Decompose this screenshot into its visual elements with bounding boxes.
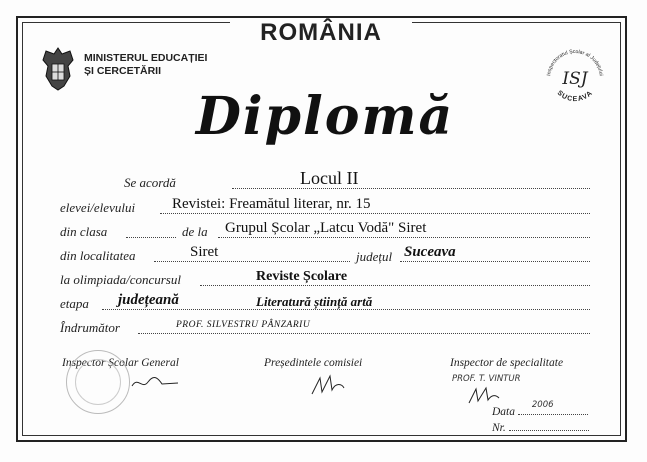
field-student-label: elevei/elevului (60, 200, 136, 215)
signature-inspector-general (130, 372, 180, 392)
dotted-line (160, 213, 590, 214)
nr-field (492, 420, 589, 434)
diploma-title: Diplomă (195, 86, 455, 147)
field-county-value: Suceava (404, 244, 456, 260)
country-title: ROMÂNIA (230, 18, 412, 48)
field-locality-value: Siret (190, 244, 219, 260)
field-contest-label: la olimpiada/concursul (60, 272, 181, 287)
field-student-value: Revistei: Freamătul literar, nr. 15 (172, 196, 371, 212)
field-coordinator-label: Îndrumător (60, 320, 120, 335)
svg-text:SUCEAVA (556, 89, 595, 103)
field-locality (60, 244, 600, 264)
isj-bottom-text: SUCEAVA (555, 89, 595, 104)
dotted-line (218, 237, 590, 238)
ministry-line-2: ȘI CERCETĂRII (84, 65, 162, 77)
dotted-line (509, 420, 589, 431)
dotted-line (232, 188, 590, 189)
field-locality-label: din localitatea (60, 248, 136, 263)
field-award-label: Se acordă (124, 175, 176, 190)
field-student (60, 196, 600, 216)
nr-label: Nr. (492, 422, 506, 434)
date-field (492, 400, 588, 418)
sig-commission-title: Președintele comisiei (264, 357, 363, 369)
field-award (60, 168, 600, 192)
dotted-line (400, 261, 590, 262)
field-school (60, 220, 600, 240)
official-stamp (66, 350, 130, 414)
field-school-value: Grupul Școlar „Latcu Vodă" Siret (225, 220, 427, 236)
romania-crest-icon (40, 46, 76, 92)
field-county-label: județul (356, 249, 393, 264)
ministry-name (84, 52, 207, 78)
dotted-line (138, 333, 590, 334)
isj-monogram: ISJ (562, 69, 588, 89)
signature-commission (308, 372, 348, 400)
field-stage-label: etapa (60, 296, 89, 311)
field-stage-value: județeană (118, 292, 179, 308)
field-stage (60, 292, 600, 312)
field-contest-value: Reviste Școlare (256, 269, 348, 284)
dotted-line (154, 261, 350, 262)
field-coordinator-value: PROF. SILVESTRU PÂNZARIU (176, 320, 311, 330)
date-value: 2006 (531, 400, 554, 410)
dotted-line (518, 400, 588, 415)
dotted-line (200, 285, 590, 286)
ministry-line-1: MINISTERUL EDUCAȚIEI (84, 52, 208, 64)
date-label: Data (492, 406, 515, 418)
dotted-line (126, 237, 176, 238)
field-award-value: Locul II (300, 168, 359, 188)
sig-specialist-title: Inspector de specialitate (450, 357, 564, 369)
field-coordinator (60, 316, 600, 336)
isj-top-text: Inspectoratul Școlar al Județului (546, 48, 604, 77)
field-section-value: Literatură știință artă (256, 294, 373, 309)
sig-specialist-name: PROF. T. VINTUR (452, 374, 521, 384)
field-class-label: din clasa (60, 224, 108, 239)
sig-inspector-general-title: Inspector Școlar General (62, 357, 179, 369)
isj-suceava-logo (540, 40, 610, 110)
field-school-label: de la (182, 224, 208, 239)
field-contest (60, 268, 600, 288)
